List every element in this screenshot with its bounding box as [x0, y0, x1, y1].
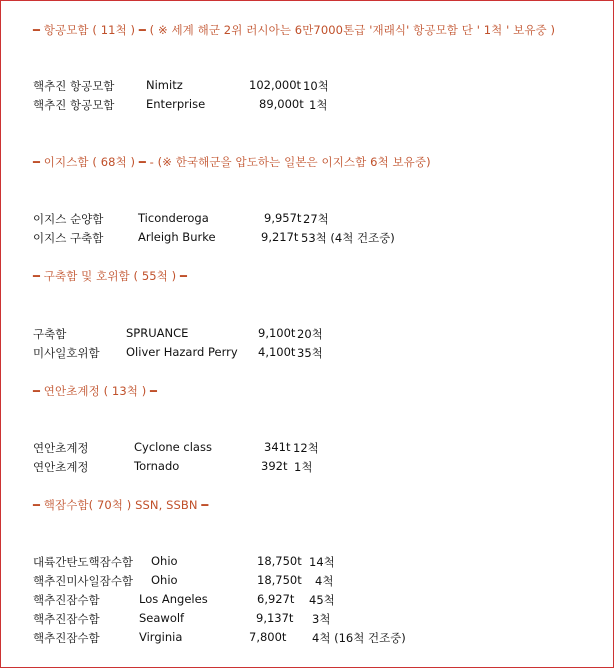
ship-count: 12척	[293, 441, 319, 455]
ship-count: 35척	[297, 346, 323, 360]
ship-tonnage: 7,800t	[249, 630, 287, 644]
ship-tonnage: 89,000t	[259, 97, 304, 111]
ship-tonnage: 102,000t	[249, 78, 302, 92]
ship-type: 구축함	[33, 327, 67, 341]
ship-tonnage: 18,750t	[257, 573, 302, 587]
ship-type: 연안초계정	[33, 460, 89, 474]
ship-class: Los Angeles	[139, 592, 208, 606]
table-row	[1, 326, 613, 342]
ship-tonnage: 9,137t	[256, 611, 294, 625]
ship-count: 1척	[309, 98, 328, 112]
table-row	[1, 345, 613, 361]
ship-class: Nimitz	[146, 78, 183, 92]
section-heading-aegis: ━ 이지스함 ( 68척 ) ━ - (※ 한국해군을 압도하는 일본은 이지스함 6척 보유중)	[33, 155, 431, 169]
ship-class: Oliver Hazard Perry	[126, 345, 238, 359]
ship-tonnage: 4,100t	[258, 345, 296, 359]
ship-type: 이지스 구축함	[33, 231, 104, 245]
table-row	[1, 440, 613, 456]
ship-class: Cyclone class	[134, 440, 212, 454]
table-row	[1, 211, 613, 227]
ship-class: Ohio	[151, 573, 178, 587]
ship-count: 53척 (4척 건조중)	[301, 231, 395, 245]
table-row	[1, 573, 613, 589]
ship-tonnage: 9,100t	[258, 326, 296, 340]
ship-type: 미사일호위함	[33, 346, 100, 360]
ship-tonnage: 9,217t	[261, 230, 299, 244]
ship-type: 핵추진잠수함	[33, 593, 100, 607]
ship-tonnage: 18,750t	[257, 554, 302, 568]
ship-tonnage: 9,957t	[264, 211, 302, 225]
ship-type: 이지스 순양함	[33, 212, 104, 226]
ship-class: Ohio	[151, 554, 178, 568]
ship-type: 대륙간탄도핵잠수함	[33, 555, 133, 569]
ship-tonnage: 6,927t	[257, 592, 295, 606]
ship-tonnage: 392t	[261, 459, 288, 473]
ship-count: 20척	[297, 327, 323, 341]
ship-count: 4척	[315, 574, 334, 588]
section-heading-submarines: ━ 핵잠수함( 70척 ) SSN, SSBN ━	[33, 498, 209, 512]
ship-type: 핵추진잠수함	[33, 631, 100, 645]
ship-count: 27척	[303, 212, 329, 226]
table-row	[1, 592, 613, 608]
ship-type: 핵추진 항공모함	[33, 79, 115, 93]
ship-tonnage: 341t	[264, 440, 291, 454]
table-row	[1, 230, 613, 246]
ship-count: 45척	[309, 593, 335, 607]
ship-class: Ticonderoga	[138, 211, 209, 225]
ship-class: Enterprise	[146, 97, 206, 111]
section-heading-carriers: ━ 항공모함 ( 11척 ) ━ ( ※ 세계 해군 2위 러시아는 6만7000톤급 '재래식' 항공모함 단 ' 1척 ' 보유중 )	[33, 23, 556, 37]
table-row	[1, 630, 613, 646]
ship-class: SPRUANCE	[126, 326, 189, 340]
ship-type: 핵추진미사일잠수함	[33, 574, 133, 588]
table-row	[1, 554, 613, 570]
ship-class: Virginia	[139, 630, 183, 644]
ship-count: 3척	[312, 612, 331, 626]
ship-count: 4척 (16척 건조중)	[312, 631, 406, 645]
table-row	[1, 97, 613, 113]
table-row	[1, 78, 613, 94]
table-row	[1, 611, 613, 627]
ship-class: Seawolf	[139, 611, 185, 625]
ship-count: 14척	[309, 555, 335, 569]
ship-type: 연안초계정	[33, 441, 89, 455]
table-row	[1, 459, 613, 475]
ship-count: 10척	[303, 79, 329, 93]
ship-count: 1척	[294, 460, 313, 474]
ship-type: 핵추진 항공모함	[33, 98, 115, 112]
section-heading-destroyers: ━ 구축함 및 호위함 ( 55척 ) ━	[33, 269, 188, 283]
ship-class: Tornado	[134, 459, 180, 473]
ship-class: Arleigh Burke	[138, 230, 216, 244]
ship-type: 핵추진잠수함	[33, 612, 100, 626]
section-heading-patrol: ━ 연안초계정 ( 13척 ) ━	[33, 384, 158, 398]
